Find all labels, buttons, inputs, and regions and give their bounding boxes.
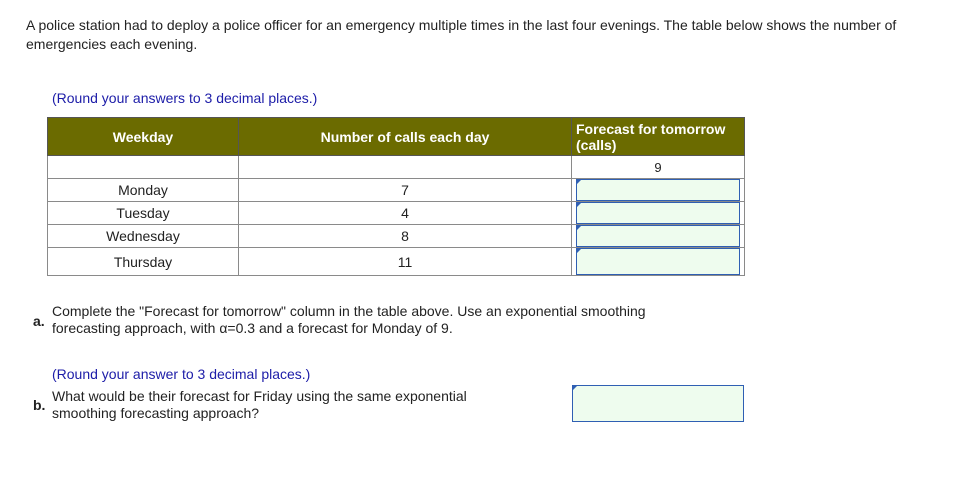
- table-row: [48, 179, 745, 202]
- friday-forecast-input[interactable]: [572, 385, 744, 422]
- weekday-cell: Monday: [48, 179, 239, 202]
- weekday-cell: Thursday: [48, 248, 239, 276]
- forecast-input-monday[interactable]: [576, 179, 740, 201]
- table-row-initial: [48, 156, 745, 179]
- forecast-input-thursday[interactable]: [576, 248, 740, 275]
- calls-cell: 4: [239, 202, 572, 225]
- initial-forecast-value: 9: [572, 156, 745, 179]
- forecast-table: [47, 117, 745, 276]
- forecast-input-tuesday[interactable]: [576, 202, 740, 224]
- calls-cell: 8: [239, 225, 572, 248]
- forecast-cell: [572, 179, 745, 202]
- input-marker-icon: [577, 180, 581, 184]
- input-marker-icon: [577, 249, 581, 253]
- cell-empty-calls: [239, 156, 572, 179]
- header-forecast: Forecast for tomorrow (calls): [572, 118, 745, 156]
- round-note-b: (Round your answer to 3 decimal places.): [52, 366, 311, 382]
- question-b-label: b.: [33, 397, 46, 413]
- question-a-text: Complete the "Forecast for tomorrow" column in the table above. Use an exponential smoothing forecasting approach, with α=0.3 and a forecast for Monday of 9.: [52, 303, 646, 336]
- question-b-text: What would be their forecast for Friday using the same exponential smoothing forecasting approach?: [52, 388, 467, 421]
- weekday-cell: Tuesday: [48, 202, 239, 225]
- calls-cell: 7: [239, 179, 572, 202]
- question-a-label: a.: [33, 313, 45, 329]
- table-row: [48, 225, 745, 248]
- input-marker-icon: [577, 203, 581, 207]
- input-marker-icon: [573, 386, 577, 390]
- forecast-cell: [572, 202, 745, 225]
- cell-empty-weekday: [48, 156, 239, 179]
- table-row: [48, 202, 745, 225]
- table-header-row: [48, 118, 745, 156]
- header-calls: Number of calls each day: [239, 118, 572, 156]
- calls-cell: 11: [239, 248, 572, 276]
- round-note-a: (Round your answers to 3 decimal places.): [52, 90, 318, 106]
- forecast-cell: [572, 225, 745, 248]
- forecast-cell: [572, 248, 745, 276]
- header-weekday: Weekday: [48, 118, 239, 156]
- weekday-cell: Wednesday: [48, 225, 239, 248]
- intro-text: A police station had to deploy a police officer for an emergency multiple times in the last four evenings. The table below shows the number of emergencies each evening.: [26, 17, 897, 52]
- forecast-input-wednesday[interactable]: [576, 225, 740, 247]
- table-row: [48, 248, 745, 276]
- input-marker-icon: [577, 226, 581, 230]
